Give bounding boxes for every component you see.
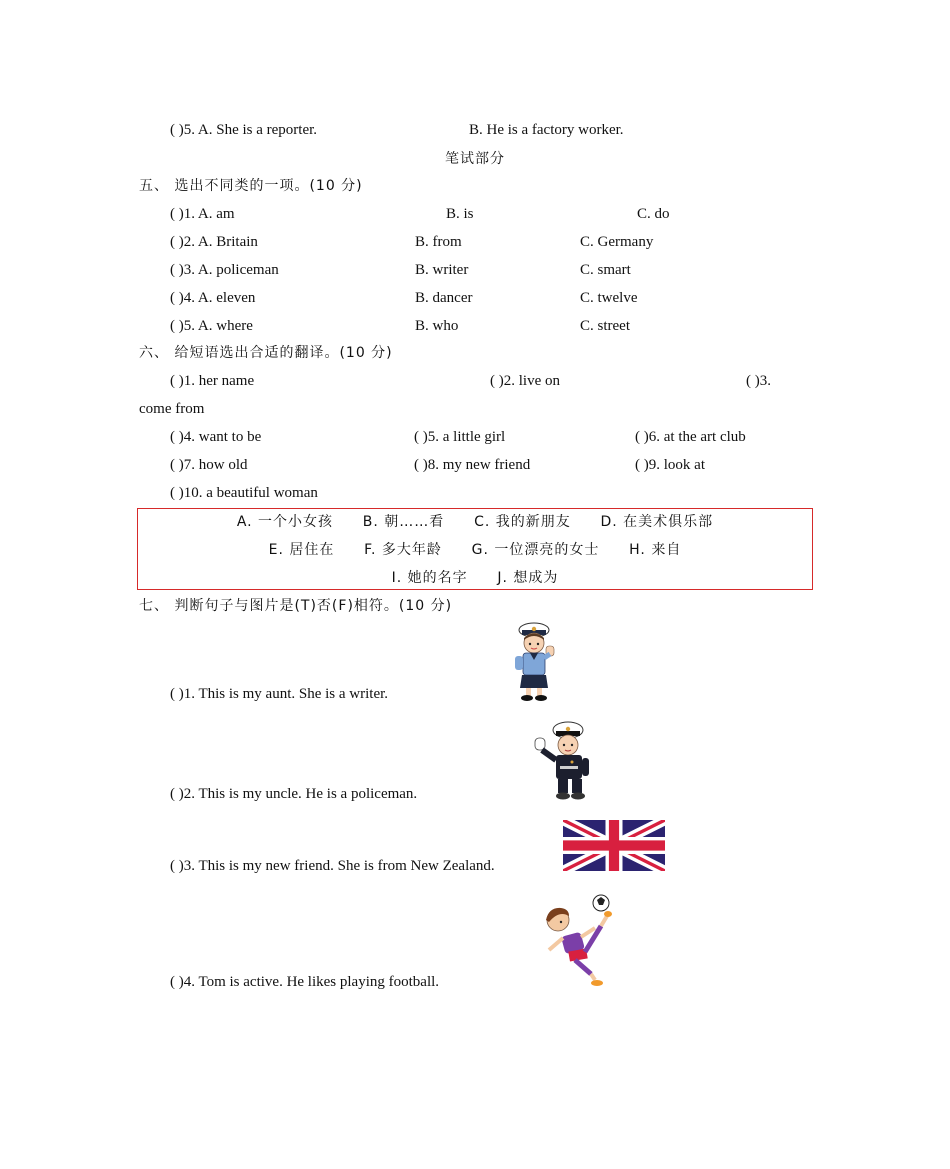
- s5-q4-c: C. twelve: [580, 290, 638, 306]
- union-jack-flag: [563, 820, 665, 871]
- written-part-title: 笔试部分: [445, 151, 505, 167]
- s5-q2-c: C. Germany: [580, 234, 654, 250]
- s7-q1: ( )1. This is my aunt. She is a writer.: [170, 686, 389, 702]
- s7-q4: ( )4. Tom is active. He likes playing football.: [170, 974, 440, 990]
- s5-q5-c: C. street: [580, 318, 630, 334]
- listening-q5-b: B. He is a factory worker.: [469, 122, 624, 138]
- football-boy-picture: [541, 892, 615, 988]
- option-i: I. 她的名字: [391, 570, 468, 586]
- s5-q3-c: C. smart: [580, 262, 631, 278]
- listening-q5-a: ( )5. A. She is a reporter.: [170, 122, 318, 138]
- section7-heading: 七、 判断句子与图片是(T)否(F)相符。(10 分): [139, 598, 453, 614]
- s6-q1: ( )1. her name: [170, 373, 255, 389]
- option-j: J. 想成为: [497, 570, 559, 586]
- s7-q3: ( )3. This is my new friend. She is from New Zealand.: [170, 858, 495, 874]
- option-a: A. 一个小女孩: [236, 514, 334, 530]
- section5-heading: 五、 选出不同类的一项。(10 分): [139, 178, 363, 194]
- s5-q3-b: B. writer: [415, 262, 469, 278]
- s6-q6: ( )6. at the art club: [635, 429, 746, 445]
- s5-q1-c: C. do: [637, 206, 670, 222]
- option-d: D. 在美术俱乐部: [600, 514, 714, 530]
- policeman-picture: [532, 718, 594, 802]
- s6-q5: ( )5. a little girl: [414, 429, 506, 445]
- s6-q10: ( )10. a beautiful woman: [170, 485, 318, 501]
- s5-q1-b: B. is: [446, 206, 474, 222]
- translation-options-box: [137, 508, 813, 590]
- s6-q4: ( )4. want to be: [170, 429, 262, 445]
- s6-q3: ( )3.: [746, 373, 771, 389]
- policewoman-picture: [508, 618, 562, 702]
- s5-q2-b: B. from: [415, 234, 462, 250]
- s6-q7: ( )7. how old: [170, 457, 248, 473]
- option-g: G. 一位漂亮的女士: [471, 542, 600, 558]
- s5-q4-b: B. dancer: [415, 290, 473, 306]
- s6-q9: ( )9. look at: [635, 457, 705, 473]
- s6-q3-phrase: come from: [139, 401, 205, 417]
- options-row-1: [138, 513, 812, 531]
- option-c: C. 我的新朋友: [474, 514, 571, 530]
- s5-q1-a: ( )1. A. am: [170, 206, 235, 222]
- option-h: H. 来自: [629, 542, 682, 558]
- options-row-3: [138, 569, 812, 587]
- s5-q5-b: B. who: [415, 318, 459, 334]
- s5-q4-a: ( )4. A. eleven: [170, 290, 256, 306]
- option-b: B. 朝……看: [362, 514, 445, 530]
- options-row-2: [138, 541, 812, 559]
- option-e: E. 居住在: [268, 542, 335, 558]
- s5-q3-a: ( )3. A. policeman: [170, 262, 279, 278]
- s5-q2-a: ( )2. A. Britain: [170, 234, 258, 250]
- option-f: F. 多大年龄: [364, 542, 442, 558]
- s7-q2: ( )2. This is my uncle. He is a policeman.: [170, 786, 418, 802]
- s6-q8: ( )8. my new friend: [414, 457, 531, 473]
- s5-q5-a: ( )5. A. where: [170, 318, 253, 334]
- section6-heading: 六、 给短语选出合适的翻译。(10 分): [139, 345, 393, 361]
- s6-q2: ( )2. live on: [490, 373, 560, 389]
